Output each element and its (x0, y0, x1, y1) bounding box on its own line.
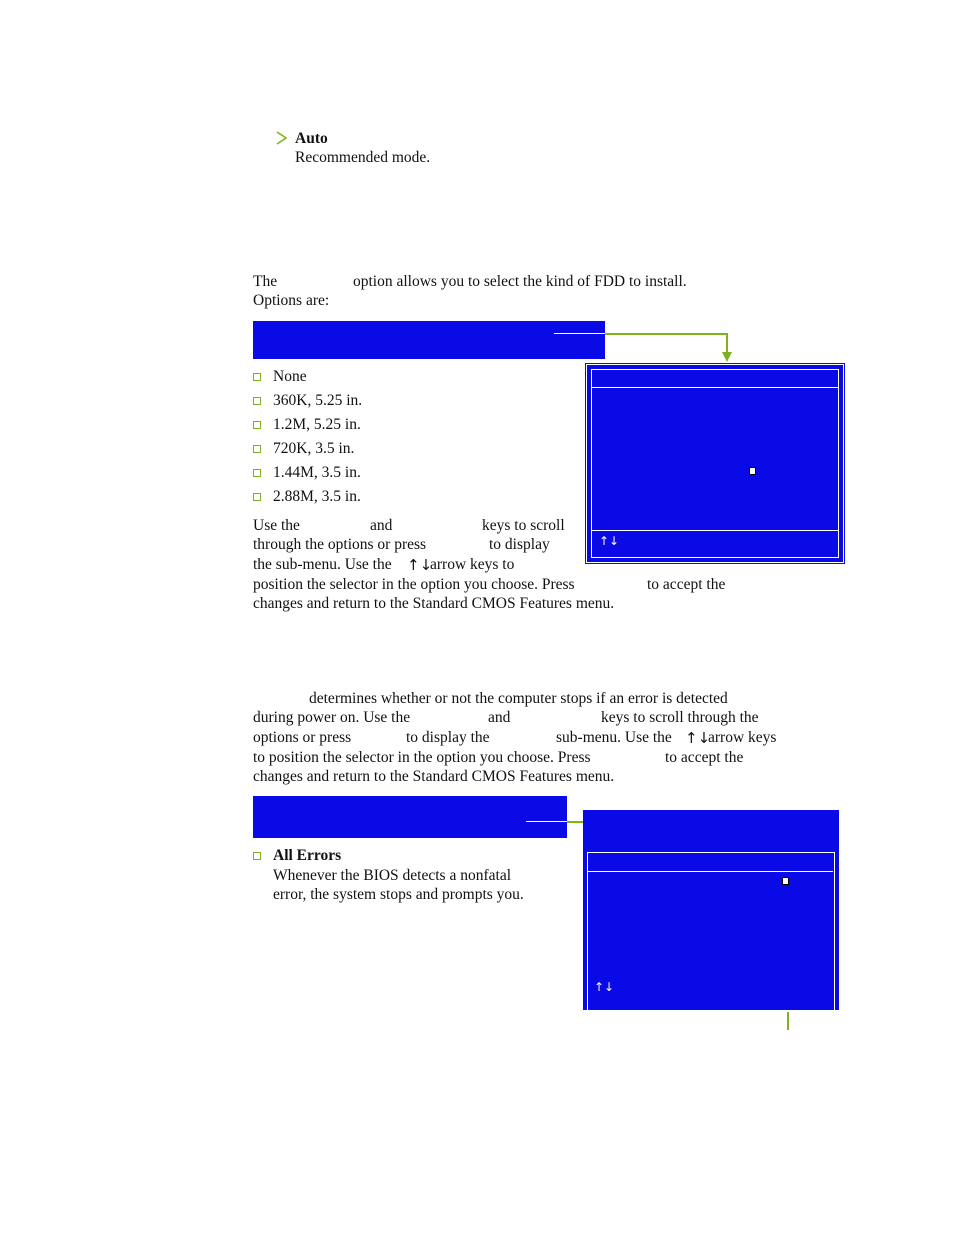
bullet-arrow-icon (276, 131, 288, 145)
checkbox-icon (253, 469, 261, 477)
halt-para-text: sub-menu. Use the (556, 729, 672, 746)
checkbox-icon (253, 373, 261, 381)
halt-para-text: and (488, 709, 511, 726)
checkbox-icon (253, 493, 261, 501)
fdd-bar-pointer-line (554, 333, 605, 334)
fdd-connector-arrowhead (722, 352, 732, 362)
fdd-option-item: 360K, 5.25 in. (273, 392, 363, 409)
halt-para-text: options or press (253, 729, 352, 746)
selector-icon (782, 877, 789, 885)
fdd-option-item: None (273, 368, 307, 385)
checkbox-icon (253, 421, 261, 429)
fdd-intro-text-c: Options are: (253, 292, 330, 309)
fdd-setting-bar (253, 321, 605, 359)
fdd-para-text: and (370, 517, 393, 534)
halt-para-text: to display the (406, 729, 490, 746)
fdd-submenu-screenshot (586, 364, 844, 563)
halt-option-description: error, the system stops and prompts you. (273, 886, 524, 903)
fdd-option-item: 720K, 3.5 in. (273, 440, 355, 457)
arrow-keys-icon: ↑↓ (407, 556, 433, 574)
halt-option-description: Whenever the BIOS detects a nonfatal (273, 867, 512, 884)
fdd-para-text: keys to scroll (482, 517, 565, 534)
halt-para-text: during power on. Use the (253, 709, 411, 726)
arrow-keys-icon: ↑↓ (594, 980, 615, 994)
fdd-para-text: changes and return to the Standard CMOS Features menu. (253, 595, 615, 612)
submenu-frame (587, 852, 835, 1013)
auto-option-title: Auto (295, 130, 328, 147)
checkbox-icon (253, 852, 261, 860)
halt-para-text: to accept the (665, 749, 744, 766)
arrow-keys-icon: ↑↓ (685, 729, 711, 747)
checkbox-icon (253, 397, 261, 405)
fdd-para-text: to display (489, 536, 550, 553)
fdd-para-text: the sub-menu. Use the (253, 556, 392, 573)
halt-para-text: determines whether or not the computer stops if an error is detected (309, 690, 728, 707)
submenu-title-divider (588, 871, 833, 872)
arrow-keys-icon: ↑↓ (599, 534, 620, 548)
fdd-connector-horizontal (605, 333, 727, 335)
fdd-para-text: position the selector in the option you choose. Press (253, 576, 575, 593)
fdd-option-item: 2.88M, 3.5 in. (273, 488, 361, 505)
halt-para-text: arrow keys (708, 729, 777, 746)
fdd-intro-text-a: The (253, 273, 278, 290)
halt-para-text: changes and return to the Standard CMOS Features menu. (253, 768, 615, 785)
fdd-para-text: Use the (253, 517, 300, 534)
halt-pointer-tick (787, 1012, 789, 1030)
halt-para-text: to position the selector in the option you choose. Press (253, 749, 591, 766)
fdd-para-text: to accept the (647, 576, 726, 593)
checkbox-icon (253, 445, 261, 453)
halt-para-text: keys to scroll through the (601, 709, 759, 726)
auto-option-description: Recommended mode. (295, 149, 431, 166)
fdd-para-text: arrow keys to (430, 556, 515, 573)
halt-setting-bar (253, 796, 567, 838)
submenu-title-divider (592, 387, 838, 388)
fdd-connector-vertical (726, 333, 728, 353)
halt-bar-pointer-line (526, 821, 567, 822)
fdd-intro-text-b: option allows you to select the kind of FDD to install. (353, 273, 687, 290)
fdd-option-item: 1.2M, 5.25 in. (273, 416, 361, 433)
submenu-footer-divider (592, 530, 838, 531)
halt-submenu-screenshot (583, 810, 839, 1010)
fdd-option-item: 1.44M, 3.5 in. (273, 464, 361, 481)
fdd-para-text: through the options or press (253, 536, 427, 553)
halt-option-title: All Errors (273, 847, 342, 864)
selector-icon (749, 467, 756, 475)
